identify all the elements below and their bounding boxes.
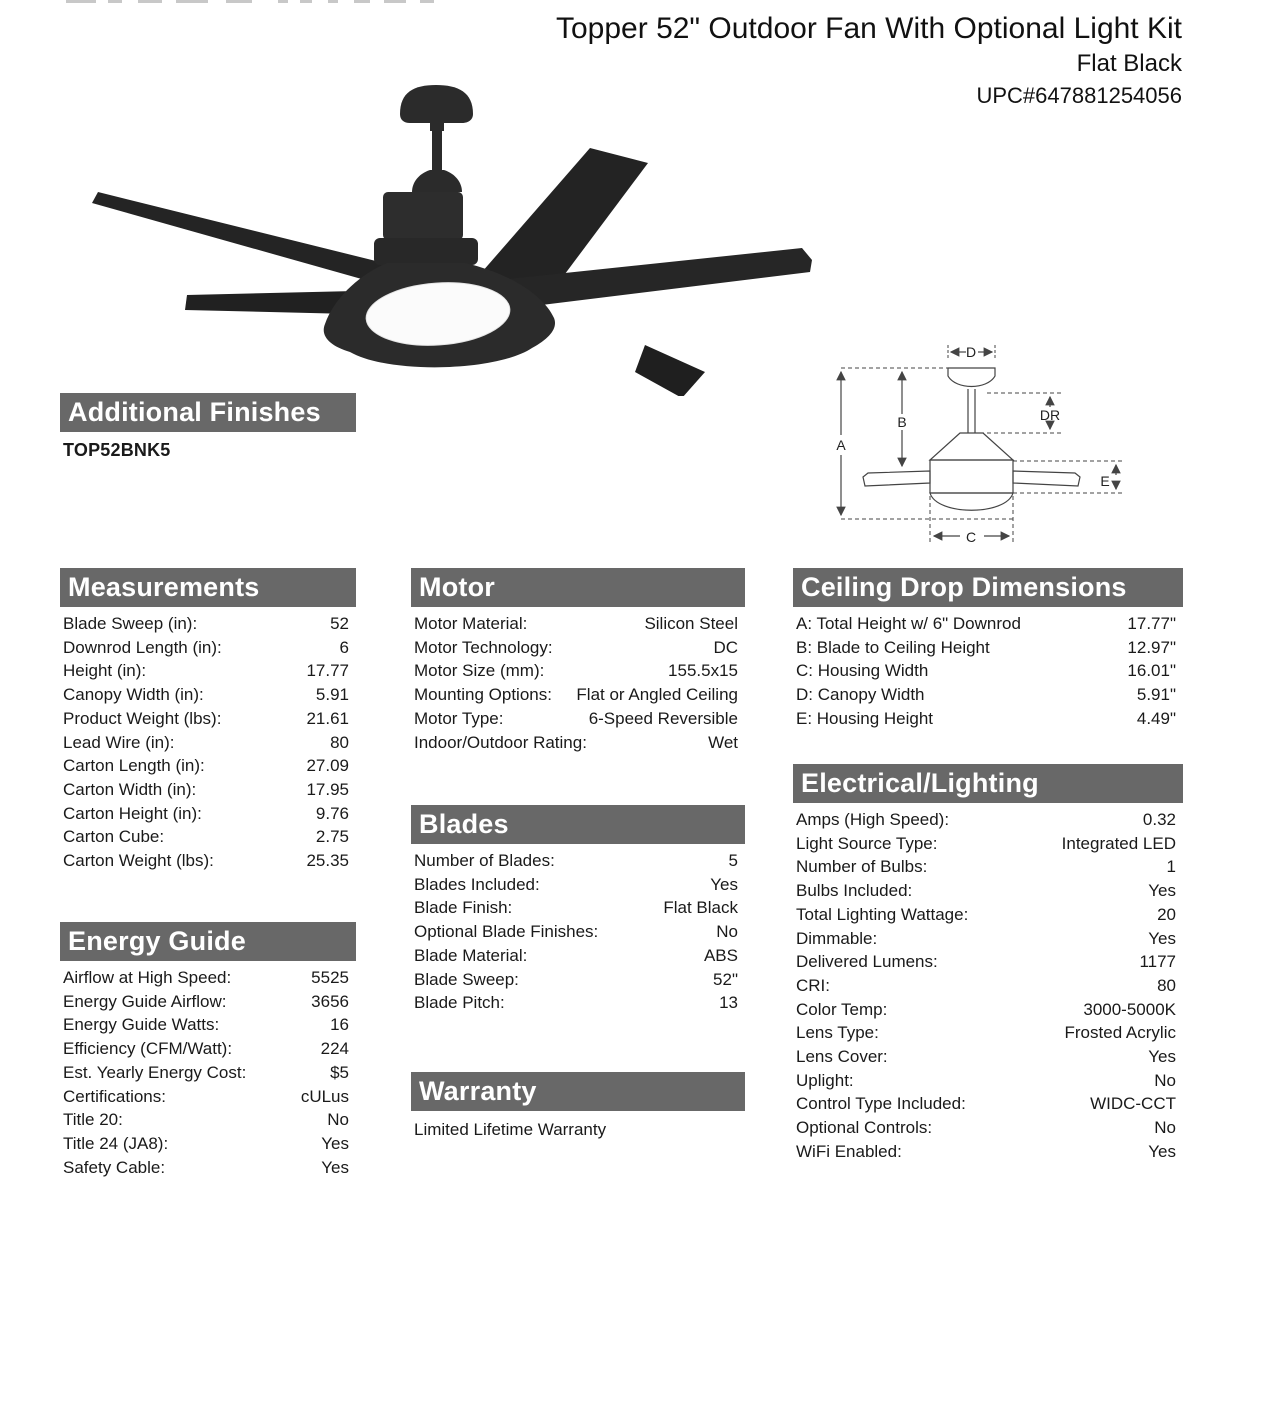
spec-label: Color Temp:	[796, 999, 888, 1019]
diagram-label-c: C	[965, 529, 977, 545]
spec-row	[796, 808, 1176, 832]
section-measurements	[60, 568, 356, 873]
section-additional-finishes	[60, 393, 356, 461]
spec-label: Blades Included:	[414, 874, 540, 894]
spec-value: 80	[1157, 975, 1176, 995]
section-header: Blades	[411, 805, 745, 844]
spec-row	[414, 991, 738, 1015]
section-motor	[411, 568, 745, 754]
spec-label: D: Canopy Width	[796, 685, 925, 705]
spec-row	[414, 683, 738, 707]
spec-value: 17.77"	[1127, 614, 1176, 633]
spec-value: 12.97"	[1127, 637, 1176, 657]
spec-row	[63, 1013, 349, 1037]
spec-row	[796, 927, 1176, 951]
diagram-label-dr: DR	[1039, 407, 1061, 423]
spec-label: Efficiency (CFM/Watt):	[63, 1039, 233, 1059]
spec-label: Blade Material:	[414, 945, 528, 965]
spec-label: Carton Cube:	[63, 827, 165, 847]
product-finish: Flat Black	[1076, 50, 1182, 77]
spec-value: Flat Black	[663, 898, 738, 918]
section-header: Additional Finishes	[60, 393, 356, 432]
spec-value: Frosted Acrylic	[1064, 1023, 1176, 1043]
spec-label: Est. Yearly Energy Cost:	[63, 1062, 247, 1082]
spec-row	[63, 802, 349, 826]
spec-row	[796, 1069, 1176, 1093]
spec-row	[63, 1132, 349, 1156]
spec-row	[414, 944, 738, 968]
spec-label: Blade Pitch:	[414, 993, 505, 1013]
spec-label: Canopy Width (in):	[63, 685, 204, 705]
spec-value: 0.32	[1142, 810, 1176, 829]
spec-rows	[60, 961, 356, 1179]
spec-label: Mounting Options:	[414, 685, 552, 705]
diagram-label-d: D	[965, 344, 977, 360]
dimension-diagram	[820, 330, 1140, 560]
spec-value: Yes	[321, 1133, 349, 1153]
fan-canopy	[400, 85, 473, 123]
spec-value: 155.5x15	[668, 661, 738, 681]
spec-value: Integrated LED	[1061, 833, 1176, 853]
fan-coupler	[412, 170, 462, 192]
spec-row	[63, 659, 349, 683]
spec-row	[796, 903, 1176, 927]
spec-rows	[60, 607, 356, 873]
spec-label: Bulbs Included:	[796, 881, 913, 901]
spec-value: 5525	[311, 968, 349, 987]
spec-label: Control Type Included:	[796, 1094, 966, 1114]
spec-row	[414, 968, 738, 992]
spec-value: No	[327, 1110, 349, 1130]
spec-label: Energy Guide Watts:	[63, 1015, 220, 1035]
spec-label: Amps (High Speed):	[796, 810, 950, 829]
spec-row	[796, 707, 1176, 731]
spec-value: 80	[330, 732, 349, 752]
spec-row	[63, 636, 349, 660]
spec-row	[414, 659, 738, 683]
diagram-blade-right	[1013, 471, 1080, 486]
spec-label: Downrod Length (in):	[63, 637, 222, 657]
spec-value: $5	[330, 1062, 349, 1082]
section-header: Energy Guide	[60, 922, 356, 961]
spec-value: 5.91"	[1136, 685, 1176, 705]
spec-rows	[411, 607, 745, 754]
spec-label: Delivered Lumens:	[796, 952, 938, 972]
spec-value: Yes	[1148, 1047, 1176, 1067]
spec-value: 52"	[713, 969, 738, 989]
spec-label: Motor Type:	[414, 708, 504, 728]
diagram-label-b: B	[897, 414, 907, 430]
fan-motor-housing	[383, 192, 463, 240]
spec-value: 4.49"	[1136, 708, 1176, 728]
spec-value: 3656	[311, 991, 349, 1011]
spec-row	[414, 612, 738, 636]
spec-value: Yes	[1148, 1141, 1176, 1161]
spec-value: ABS	[703, 945, 738, 965]
section-header: Motor	[411, 568, 745, 607]
spec-label: Carton Weight (lbs):	[63, 851, 214, 871]
diagram-canopy	[948, 368, 995, 387]
spec-row	[63, 731, 349, 755]
warranty-text: Limited Lifetime Warranty	[414, 1120, 607, 1139]
spec-label: Lens Type:	[796, 1023, 879, 1043]
spec-value: Silicon Steel	[644, 614, 738, 633]
spec-value: 1	[1166, 857, 1176, 877]
cropped-top-marks	[66, 0, 446, 6]
spec-row	[63, 1108, 349, 1132]
fan-hub	[374, 238, 478, 265]
spec-label: Carton Width (in):	[63, 779, 197, 799]
spec-value: 6-Speed Reversible	[588, 708, 738, 728]
spec-value: cULus	[300, 1086, 349, 1106]
section-header: Measurements	[60, 568, 356, 607]
spec-row	[796, 974, 1176, 998]
section-ceiling-drop-dimensions	[793, 568, 1183, 731]
spec-label: Energy Guide Airflow:	[63, 991, 227, 1011]
spec-label: Motor Material:	[414, 614, 528, 633]
spec-label: A: Total Height w/ 6" Downrod	[796, 614, 1021, 633]
spec-row	[414, 731, 738, 755]
spec-value: 27.09	[306, 756, 349, 776]
section-header: Warranty	[411, 1072, 745, 1111]
spec-row	[796, 1116, 1176, 1140]
spec-label: Product Weight (lbs):	[63, 708, 222, 728]
spec-value: 17.77	[306, 661, 349, 681]
spec-value: No	[1154, 1118, 1176, 1138]
spec-row	[63, 1037, 349, 1061]
spec-row	[414, 636, 738, 660]
spec-value: Yes	[710, 874, 738, 894]
spec-value: 16	[330, 1015, 349, 1035]
spec-row	[63, 849, 349, 873]
spec-value: 21.61	[306, 708, 349, 728]
spec-label: Motor Size (mm):	[414, 661, 545, 681]
spec-value: 9.76	[315, 803, 349, 823]
diagram-housing	[930, 460, 1013, 493]
spec-value: 5.91	[315, 685, 349, 705]
spec-label: Height (in):	[63, 661, 147, 681]
spec-row	[796, 659, 1176, 683]
spec-row	[414, 873, 738, 897]
fan-downrod	[432, 128, 442, 174]
spec-label: Number of Blades:	[414, 851, 555, 870]
spec-label: Light Source Type:	[796, 833, 938, 853]
section-warranty	[411, 1072, 745, 1140]
spec-value: 52	[330, 614, 349, 633]
spec-value: 3000-5000K	[1083, 999, 1176, 1019]
spec-label: Carton Height (in):	[63, 803, 202, 823]
spec-label: Optional Blade Finishes:	[414, 922, 599, 942]
spec-label: Blade Sweep (in):	[63, 614, 198, 633]
fan-blade-bottom-right	[635, 345, 705, 396]
spec-row	[796, 879, 1176, 903]
spec-value: Wet	[708, 732, 738, 752]
spec-row	[796, 832, 1176, 856]
diagram-motor-cone	[930, 433, 1013, 460]
model-code: TOP52BNK5	[63, 440, 171, 460]
spec-value: 13	[719, 993, 738, 1013]
diagram-light-dome	[930, 493, 1013, 510]
spec-row	[796, 1021, 1176, 1045]
diagram-blade-left	[863, 471, 930, 486]
spec-value: DC	[713, 637, 738, 657]
spec-value: No	[1154, 1070, 1176, 1090]
spec-label: WiFi Enabled:	[796, 1141, 902, 1161]
spec-row	[796, 1092, 1176, 1116]
spec-value: WIDC-CCT	[1090, 1094, 1176, 1114]
spec-row	[63, 990, 349, 1014]
section-energy-guide	[60, 922, 356, 1179]
diagram-label-e: E	[1100, 473, 1110, 489]
spec-row	[63, 1156, 349, 1180]
spec-row	[796, 998, 1176, 1022]
spec-label: CRI:	[796, 975, 830, 995]
spec-value: 6	[339, 637, 349, 657]
spec-row	[796, 855, 1176, 879]
spec-value: 16.01"	[1127, 661, 1176, 681]
section-electrical-lighting	[793, 764, 1183, 1164]
spec-row	[414, 896, 738, 920]
spec-row	[63, 1061, 349, 1085]
spec-row	[63, 707, 349, 731]
spec-rows	[793, 803, 1183, 1164]
spec-label: Airflow at High Speed:	[63, 968, 232, 987]
spec-row	[414, 920, 738, 944]
spec-value: No	[716, 922, 738, 942]
spec-label: Blade Sweep:	[414, 969, 519, 989]
product-title: Topper 52" Outdoor Fan With Optional Light Kit	[556, 12, 1182, 45]
spec-row	[63, 966, 349, 990]
spec-label: Optional Controls:	[796, 1118, 933, 1138]
spec-value: 2.75	[315, 827, 349, 847]
spec-label: Lead Wire (in):	[63, 732, 175, 752]
spec-row	[796, 1140, 1176, 1164]
spec-value: 20	[1157, 904, 1176, 924]
spec-row	[63, 612, 349, 636]
spec-label: Uplight:	[796, 1070, 854, 1090]
spec-row	[63, 778, 349, 802]
section-blades	[411, 805, 745, 1015]
spec-label: Title 20:	[63, 1110, 123, 1130]
section-header: Electrical/Lighting	[793, 764, 1183, 803]
spec-rows	[411, 844, 745, 1015]
spec-label: Motor Technology:	[414, 637, 553, 657]
spec-value: 5	[728, 851, 738, 870]
spec-value: Yes	[321, 1157, 349, 1177]
spec-row	[796, 636, 1176, 660]
spec-row	[414, 849, 738, 873]
spec-label: Lens Cover:	[796, 1047, 888, 1067]
spec-label: Total Lighting Wattage:	[796, 904, 969, 924]
fan-blade-left-long	[92, 192, 392, 287]
spec-label: Safety Cable:	[63, 1157, 166, 1177]
spec-value: 25.35	[306, 851, 349, 871]
spec-row	[796, 1045, 1176, 1069]
spec-value: Yes	[1148, 928, 1176, 948]
spec-row	[63, 1085, 349, 1109]
spec-label: Blade Finish:	[414, 898, 513, 918]
spec-label: Number of Bulbs:	[796, 857, 928, 877]
spec-row	[63, 683, 349, 707]
spec-rows	[793, 607, 1183, 731]
spec-value: 224	[320, 1039, 349, 1059]
spec-label: Indoor/Outdoor Rating:	[414, 732, 587, 752]
spec-label: E: Housing Height	[796, 708, 934, 728]
spec-row	[796, 950, 1176, 974]
spec-row	[63, 754, 349, 778]
spec-value: Flat or Angled Ceiling	[576, 685, 738, 705]
fan-product-image	[88, 84, 820, 396]
spec-value: 17.95	[306, 779, 349, 799]
spec-label: C: Housing Width	[796, 661, 929, 681]
spec-row	[414, 707, 738, 731]
spec-label: B: Blade to Ceiling Height	[796, 637, 990, 657]
section-header: Ceiling Drop Dimensions	[793, 568, 1183, 607]
spec-row	[796, 612, 1176, 636]
spec-row	[63, 825, 349, 849]
spec-label: Dimmable:	[796, 928, 878, 948]
spec-label: Carton Length (in):	[63, 756, 205, 776]
spec-value: 1177	[1139, 952, 1176, 972]
spec-row	[796, 683, 1176, 707]
spec-label: Certifications:	[63, 1086, 166, 1106]
diagram-label-a: A	[836, 437, 846, 453]
spec-label: Title 24 (JA8):	[63, 1133, 169, 1153]
spec-value: Yes	[1148, 881, 1176, 901]
product-upc: UPC#647881254056	[976, 83, 1182, 108]
